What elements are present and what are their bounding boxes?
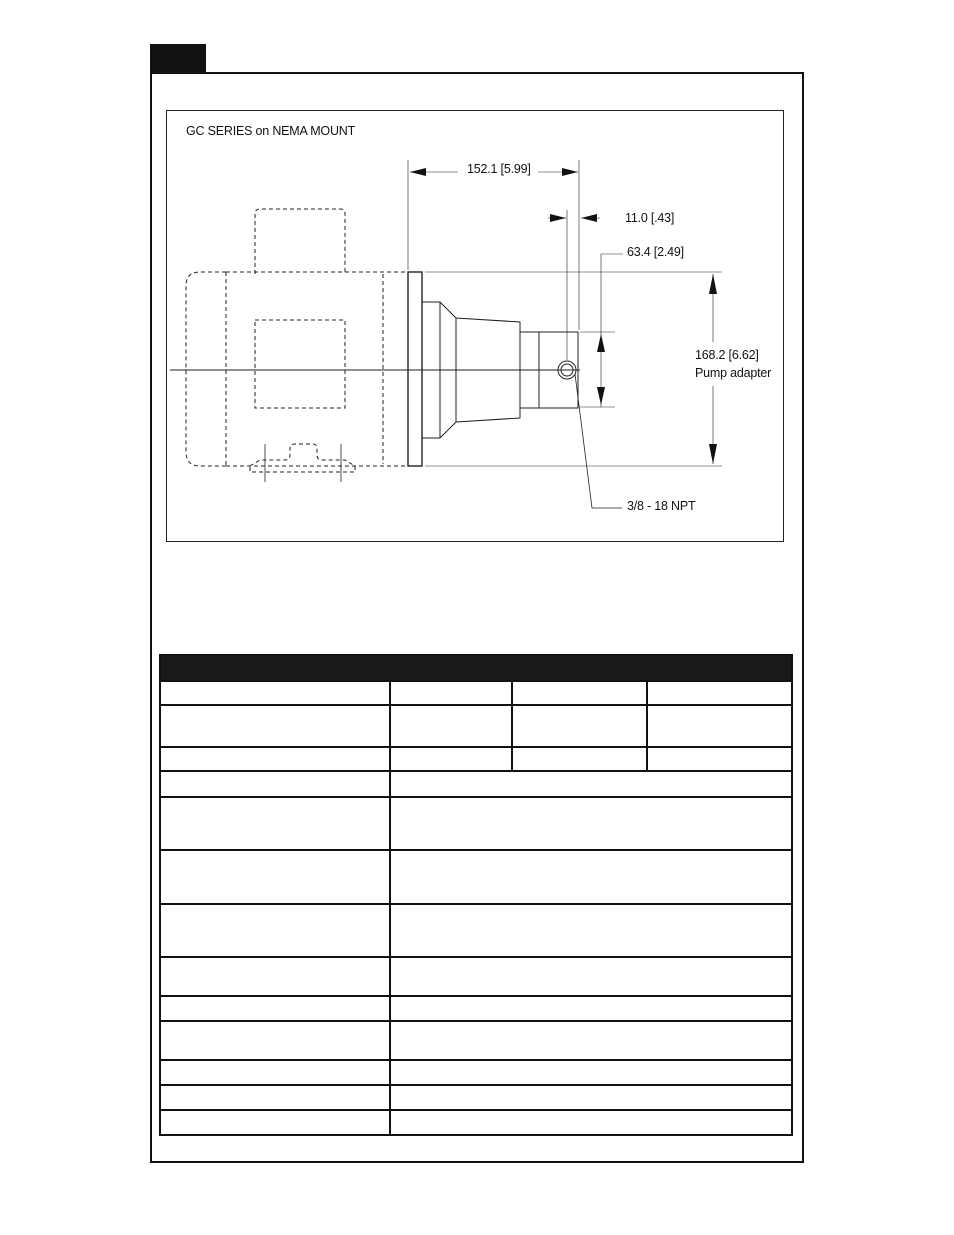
dimension-port-offset: 11.0 [.43] [625, 211, 675, 225]
dimension-adapter-value: 168.2 [6.62] [695, 348, 759, 362]
table-header-bar [159, 654, 793, 681]
specifications-table [159, 654, 793, 1136]
dimension-adapter-height [695, 346, 771, 382]
port-thread-label: 3/8 - 18 NPT [627, 499, 696, 513]
dimension-overall-length: 152.1 [5.99] [467, 162, 531, 176]
dimension-adapter-label: Pump adapter [695, 366, 772, 380]
table-grid [159, 655, 793, 1136]
dimension-port-height: 63.4 [2.49] [627, 245, 684, 259]
figure-title: GC SERIES on NEMA MOUNT [186, 124, 356, 138]
